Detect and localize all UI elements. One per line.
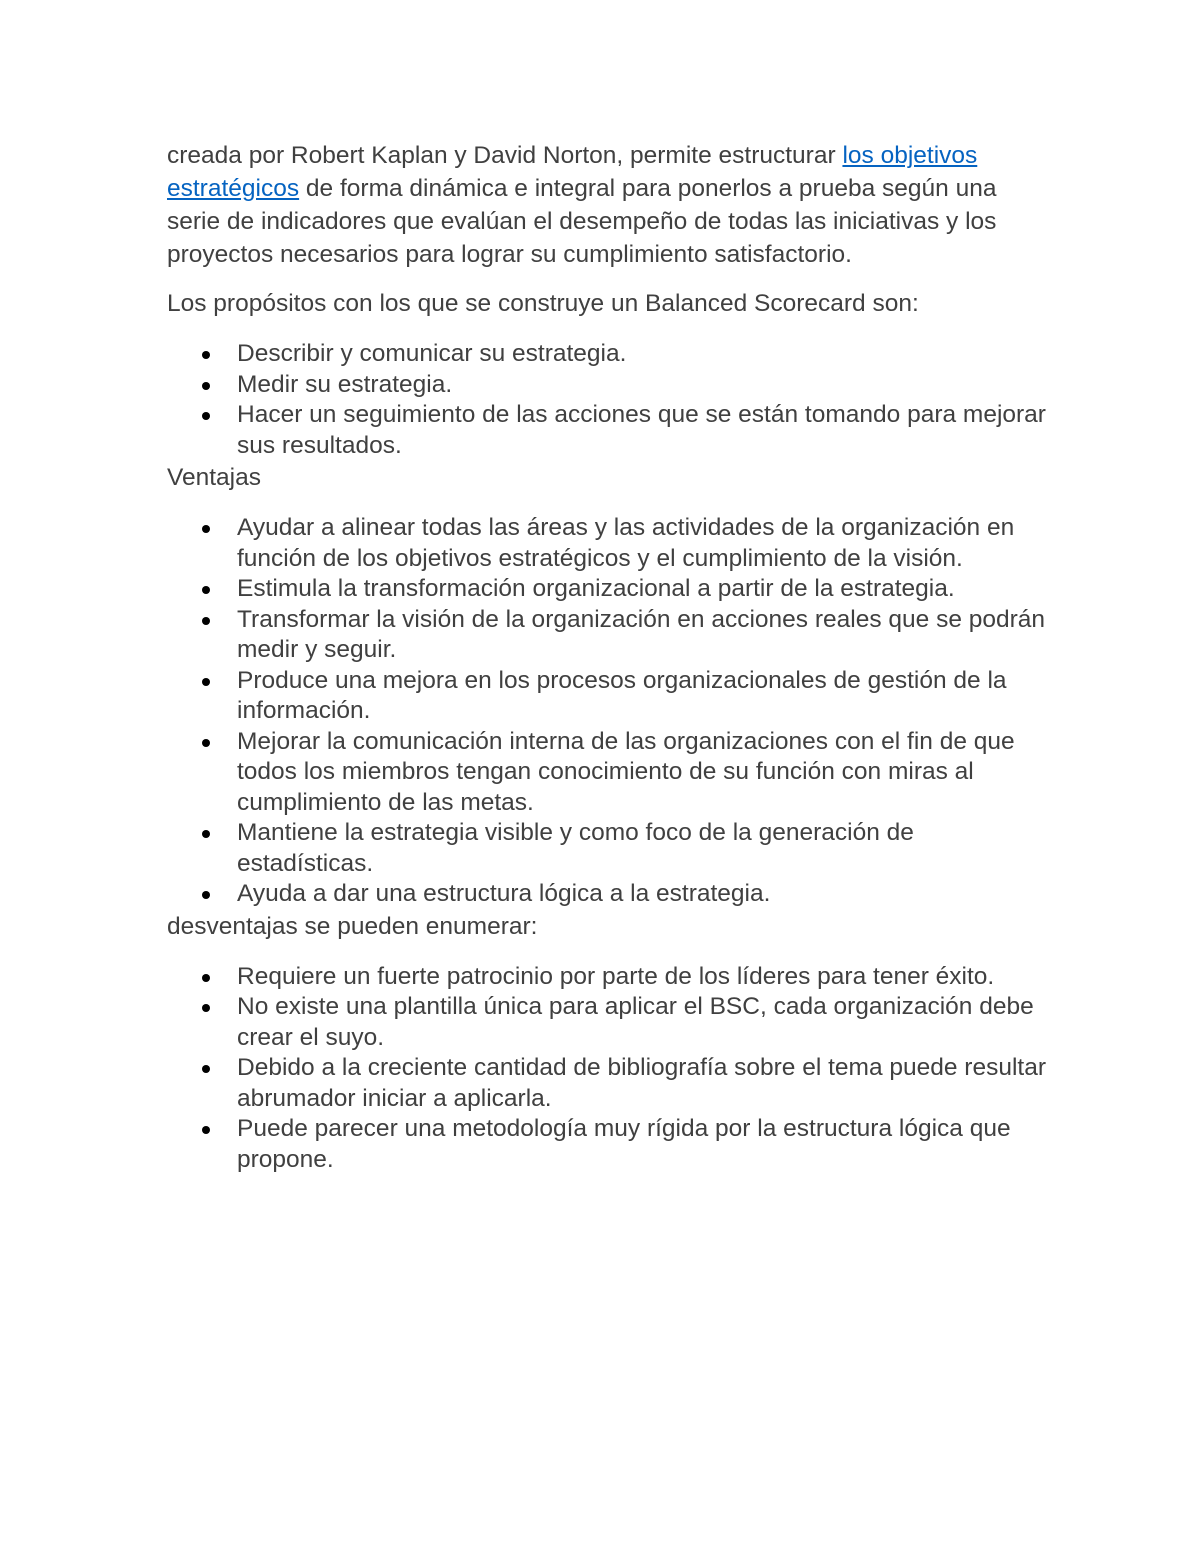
ventajas-heading: Ventajas xyxy=(167,464,261,491)
bullet-icon xyxy=(202,351,210,359)
bullet-icon xyxy=(202,1065,210,1073)
purposes-list xyxy=(167,339,1047,461)
intro-paragraph xyxy=(167,139,1047,271)
list-item-text: Ayudar a alinear todas las áreas y las actividades de la organización en función de los objetivos estratégicos y el cumplimiento de la visión. xyxy=(237,514,1015,572)
document-page xyxy=(167,139,1047,1175)
list-item xyxy=(167,727,1047,819)
bullet-icon xyxy=(202,586,210,594)
list-item-text: Puede parecer una metodología muy rígida por la estructura lógica que propone. xyxy=(237,1115,1011,1173)
objetivos-estrategicos-link[interactable]: los objetivos estratégicos xyxy=(167,142,978,202)
list-item xyxy=(167,962,1047,993)
bullet-icon xyxy=(202,412,210,420)
desventajas-list xyxy=(167,962,1047,1176)
intro-text-end: de forma dinámica e integral para ponerlos a prueba según una serie de indicadores que evalúan el desempeño de todas las iniciativas y los proyectos necesarios para lograr su cumplimiento satisfactorio. xyxy=(167,175,997,268)
bullet-icon xyxy=(202,1004,210,1012)
intro-text-start: creada por Robert Kaplan y David Norton, permite estructurar xyxy=(167,142,843,169)
bullet-icon xyxy=(202,974,210,982)
list-item xyxy=(167,1114,1047,1175)
list-item-text: Requiere un fuerte patrocinio por parte de los líderes para tener éxito. xyxy=(237,962,995,990)
list-item-text: Ayuda a dar una estructura lógica a la estrategia. xyxy=(237,880,771,907)
bullet-icon xyxy=(202,382,210,390)
list-item xyxy=(167,818,1047,879)
list-item-text: Debido a la creciente cantidad de bibliografía sobre el tema puede resultar abrumador iniciar a aplicarla. xyxy=(237,1054,1047,1112)
list-item-text: Mejorar la comunicación interna de las organizaciones con el fin de que todos los miembros tengan conocimiento de su función con miras al cumplimiento de las metas. xyxy=(237,727,1015,816)
list-item xyxy=(167,666,1047,727)
list-item xyxy=(167,400,1047,461)
bullet-icon xyxy=(202,830,210,838)
bullet-icon xyxy=(202,678,210,686)
bullet-icon xyxy=(202,739,210,747)
purposes-heading: Los propósitos con los que se construye un Balanced Scorecard son: xyxy=(167,290,919,317)
bullet-icon xyxy=(202,617,210,625)
list-item-text: Describir y comunicar su estrategia. xyxy=(237,340,627,367)
list-item-text: Mantiene la estrategia visible y como foco de la generación de estadísticas. xyxy=(237,819,914,877)
list-item xyxy=(167,513,1047,574)
list-item xyxy=(167,879,1047,910)
list-item-text: No existe una plantilla única para aplicar el BSC, cada organización debe crear el suyo. xyxy=(237,993,1034,1051)
list-item xyxy=(167,605,1047,666)
bullet-icon xyxy=(202,891,210,899)
list-item-text: Medir su estrategia. xyxy=(237,370,453,398)
list-item xyxy=(167,992,1047,1053)
list-item-text: Hacer un seguimiento de las acciones que se están tomando para mejorar sus resultados. xyxy=(237,401,1046,459)
list-item-text: Transformar la visión de la organización en acciones reales que se podrán medir y seguir. xyxy=(237,605,1046,663)
list-item xyxy=(167,574,1047,605)
list-item xyxy=(167,1053,1047,1114)
desventajas-heading: desventajas se pueden enumerar: xyxy=(167,912,538,940)
list-item-text: Produce una mejora en los procesos organizacionales de gestión de la información. xyxy=(237,666,1007,724)
bullet-icon xyxy=(202,525,210,533)
bullet-icon xyxy=(202,1126,210,1134)
ventajas-list xyxy=(167,513,1047,910)
list-item xyxy=(167,370,1047,401)
list-item xyxy=(167,339,1047,370)
list-item-text: Estimula la transformación organizacional a partir de la estrategia. xyxy=(237,575,955,602)
